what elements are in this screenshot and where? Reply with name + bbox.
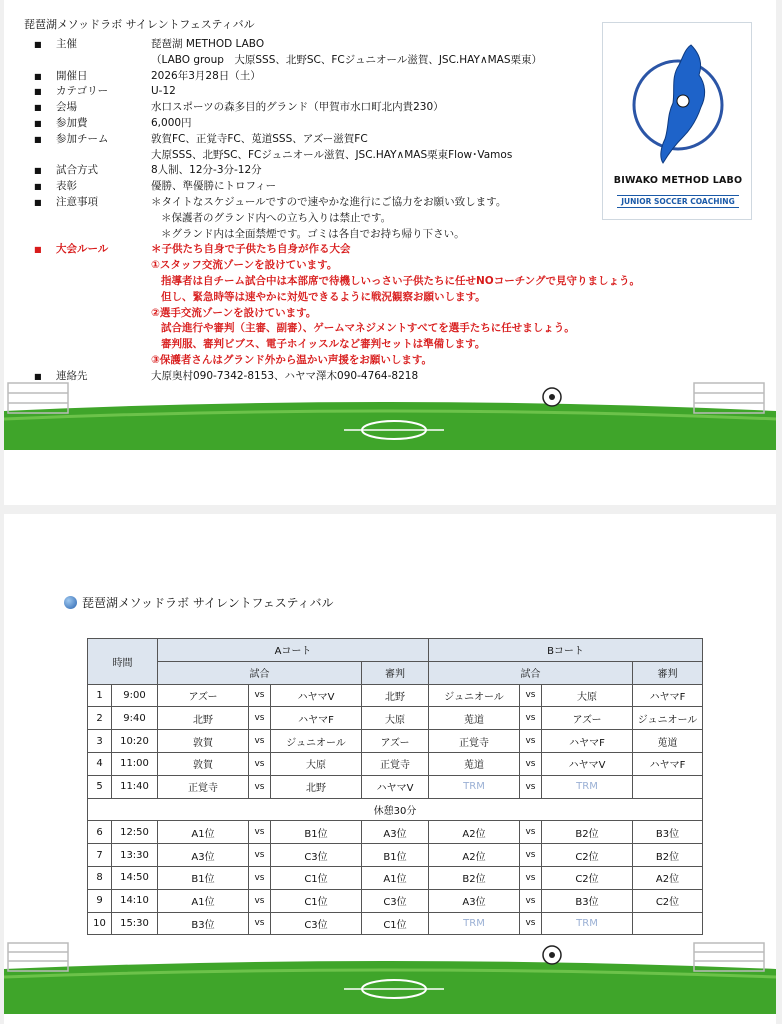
court-b-team-2: B3位 bbox=[542, 889, 633, 912]
bullet-icon: ■ bbox=[34, 87, 42, 97]
court-a-team-2: ジュニオール bbox=[271, 730, 362, 753]
match-time: 10:20 bbox=[112, 730, 158, 753]
match-number: 10 bbox=[88, 912, 112, 935]
court-b-referee: B3位 bbox=[633, 821, 703, 844]
court-a-team-1: A3位 bbox=[158, 844, 249, 867]
court-a-referee: B1位 bbox=[362, 844, 429, 867]
schedule-title-wrap bbox=[64, 594, 334, 611]
info-row bbox=[34, 116, 634, 132]
info-label: 表彰 bbox=[56, 180, 77, 193]
header-b-match: 試合 bbox=[429, 661, 633, 684]
court-a-team-1: B3位 bbox=[158, 912, 249, 935]
court-b-referee: ジュニオール bbox=[633, 707, 703, 730]
info-continuation: 大原SSS、北野SC、FCジュニオール滋賀、JSC.HAY∧MAS栗東Flow･Vamos bbox=[151, 148, 513, 161]
info-value: 水口スポーツの森多目的グランド（甲賀市水口町北内貴230） bbox=[151, 101, 444, 114]
court-a-team-1: 正覚寺 bbox=[158, 775, 249, 798]
schedule-panel bbox=[4, 514, 776, 1024]
bullet-icon: ■ bbox=[34, 182, 42, 192]
info-row bbox=[34, 242, 634, 258]
soccer-field-illustration bbox=[4, 939, 776, 1014]
soccer-field-illustration bbox=[4, 375, 776, 450]
court-b-referee: ハヤマF bbox=[633, 752, 703, 775]
match-time: 12:50 bbox=[112, 821, 158, 844]
table-row bbox=[88, 912, 703, 935]
info-continuation: ②選手交流ゾーンを設けています。 bbox=[151, 306, 317, 319]
court-a-team-1: A1位 bbox=[158, 889, 249, 912]
court-a-team-2: C3位 bbox=[271, 844, 362, 867]
info-row bbox=[34, 37, 634, 53]
match-number: 4 bbox=[88, 752, 112, 775]
court-b-referee: B2位 bbox=[633, 844, 703, 867]
court-a-referee: C1位 bbox=[362, 912, 429, 935]
court-b-vs: vs bbox=[520, 684, 542, 707]
match-time: 9:40 bbox=[112, 707, 158, 730]
header-court-b: Bコート bbox=[429, 639, 703, 662]
info-label: 大会ルール bbox=[56, 243, 109, 256]
info-row bbox=[34, 132, 634, 148]
poster-info-list bbox=[34, 37, 640, 385]
court-b-referee bbox=[633, 912, 703, 935]
court-b-team-1: 正覚寺 bbox=[429, 730, 520, 753]
table-row bbox=[88, 730, 703, 753]
court-b-team-1: 莵道 bbox=[429, 752, 520, 775]
logo-subtitle: JUNIOR SOCCER COACHING bbox=[617, 195, 739, 208]
court-a-team-1: B1位 bbox=[158, 866, 249, 889]
header-a-match: 試合 bbox=[158, 661, 362, 684]
schedule-title: 琵琶湖メソッドラボ サイレントフェスティバル bbox=[82, 596, 334, 610]
header-time: 時間 bbox=[88, 639, 158, 685]
court-b-vs: vs bbox=[520, 821, 542, 844]
info-value: 2026年3月28日（土） bbox=[151, 69, 261, 82]
info-continuation: 審判服、審判ビブス、電子ホイッスルなど審判セットは準備します。 bbox=[161, 338, 486, 351]
court-a-team-2: 大原 bbox=[271, 752, 362, 775]
info-label: 試合方式 bbox=[56, 164, 98, 177]
table-row bbox=[88, 821, 703, 844]
court-b-team-2: 大原 bbox=[542, 684, 633, 707]
court-b-team-2: アズー bbox=[542, 707, 633, 730]
info-value: 8人制、12分-3分-12分 bbox=[151, 164, 262, 177]
biwako-method-labo-logo bbox=[602, 22, 752, 220]
table-row bbox=[88, 866, 703, 889]
header-a-referee: 審判 bbox=[362, 661, 429, 684]
info-continuation: 指導者は自チーム試合中は本部席で待機しいっさい子供たちに任せNOコーチングで見守りましょう。 bbox=[161, 274, 640, 287]
court-b-vs: vs bbox=[520, 866, 542, 889]
court-b-referee: 莵道 bbox=[633, 730, 703, 753]
info-label: 参加チーム bbox=[56, 132, 109, 145]
info-value: 6,000円 bbox=[151, 116, 192, 129]
court-a-vs: vs bbox=[249, 844, 271, 867]
court-a-referee: A3位 bbox=[362, 821, 429, 844]
poster-panel bbox=[4, 0, 776, 505]
table-row bbox=[88, 775, 703, 798]
bullet-icon: ■ bbox=[34, 371, 42, 381]
court-a-referee: A1位 bbox=[362, 866, 429, 889]
court-b-referee: C2位 bbox=[633, 889, 703, 912]
match-number: 5 bbox=[88, 775, 112, 798]
break-label: 休憩30分 bbox=[88, 798, 703, 821]
info-continuation: ①スタッフ交流ゾーンを設けています。 bbox=[151, 259, 338, 272]
info-continuation: ③保護者さんはグランド外から温かい声援をお願いします。 bbox=[151, 353, 433, 366]
court-a-referee: 北野 bbox=[362, 684, 429, 707]
info-label: 開催日 bbox=[56, 69, 88, 82]
court-a-team-1: 敦賀 bbox=[158, 752, 249, 775]
match-time: 11:40 bbox=[112, 775, 158, 798]
bullet-icon: ■ bbox=[34, 197, 42, 207]
match-time: 11:00 bbox=[112, 752, 158, 775]
match-time: 13:30 bbox=[112, 844, 158, 867]
court-a-referee: ハヤマV bbox=[362, 775, 429, 798]
court-a-vs: vs bbox=[249, 752, 271, 775]
match-number: 3 bbox=[88, 730, 112, 753]
bullet-icon: ■ bbox=[34, 245, 42, 255]
info-row bbox=[34, 100, 634, 116]
court-a-team-2: ハヤマV bbox=[271, 684, 362, 707]
court-b-team-1: B2位 bbox=[429, 866, 520, 889]
court-b-referee: A2位 bbox=[633, 866, 703, 889]
court-b-team-2: B2位 bbox=[542, 821, 633, 844]
info-continuation: ＊グランド内は全面禁煙です。ゴミは各自でお持ち帰り下さい。 bbox=[161, 227, 465, 240]
court-b-vs: vs bbox=[520, 775, 542, 798]
bullet-icon: ■ bbox=[34, 118, 42, 128]
court-a-referee: アズー bbox=[362, 730, 429, 753]
court-b-vs: vs bbox=[520, 912, 542, 935]
info-continuation: 試合進行や審判（主審、副審）、ゲームマネジメントすべてを選手たちに任せましょう。 bbox=[161, 322, 575, 335]
court-a-team-2: B1位 bbox=[271, 821, 362, 844]
info-label: 連絡先 bbox=[56, 369, 88, 382]
info-value: 大原奥村090-7342-8153、ハヤマ澤木090-4764-8218 bbox=[151, 369, 419, 382]
court-a-referee: C3位 bbox=[362, 889, 429, 912]
header-b-referee: 審判 bbox=[633, 661, 703, 684]
info-continuation: 但し、緊急時等は速やかに対処できるように戦況観察お願いします。 bbox=[161, 290, 486, 303]
court-b-vs: vs bbox=[520, 752, 542, 775]
bullet-icon: ■ bbox=[34, 40, 42, 49]
court-a-team-2: C1位 bbox=[271, 889, 362, 912]
info-label: 参加費 bbox=[56, 116, 88, 129]
court-a-team-2: C1位 bbox=[271, 866, 362, 889]
court-b-team-2: TRM bbox=[542, 912, 633, 935]
court-b-referee bbox=[633, 775, 703, 798]
court-a-vs: vs bbox=[249, 775, 271, 798]
info-row bbox=[34, 163, 634, 179]
table-row bbox=[88, 684, 703, 707]
court-b-team-1: A2位 bbox=[429, 844, 520, 867]
globe-icon bbox=[64, 596, 77, 609]
table-row bbox=[88, 889, 703, 912]
info-label: 主催 bbox=[56, 38, 77, 50]
info-label: 会場 bbox=[56, 101, 77, 114]
schedule-table bbox=[87, 638, 703, 935]
bullet-icon: ■ bbox=[34, 134, 42, 144]
info-value: ＊子供たち自身で子供たち自身が作る大会 bbox=[151, 243, 351, 256]
court-a-vs: vs bbox=[249, 730, 271, 753]
court-a-referee: 大原 bbox=[362, 707, 429, 730]
table-row bbox=[88, 752, 703, 775]
court-a-vs: vs bbox=[249, 912, 271, 935]
info-continuation: ＊保護者のグランド内への立ち入りは禁止です。 bbox=[161, 211, 392, 224]
court-b-team-2: ハヤマV bbox=[542, 752, 633, 775]
match-number: 9 bbox=[88, 889, 112, 912]
court-b-team-1: 莵道 bbox=[429, 707, 520, 730]
court-b-vs: vs bbox=[520, 707, 542, 730]
court-b-team-2: C2位 bbox=[542, 866, 633, 889]
court-a-team-2: ハヤマF bbox=[271, 707, 362, 730]
logo-name: BIWAKO METHOD LABO bbox=[613, 175, 743, 186]
bullet-icon: ■ bbox=[34, 166, 42, 176]
court-a-team-1: 敦賀 bbox=[158, 730, 249, 753]
match-number: 7 bbox=[88, 844, 112, 867]
match-time: 15:30 bbox=[112, 912, 158, 935]
court-a-vs: vs bbox=[249, 866, 271, 889]
court-a-vs: vs bbox=[249, 684, 271, 707]
court-a-vs: vs bbox=[249, 889, 271, 912]
court-a-team-1: アズー bbox=[158, 684, 249, 707]
info-row bbox=[34, 195, 634, 211]
info-continuation: （LABO group 大原SSS、北野SC、FCジュニオール滋賀、JSC.HAY∧MAS栗東） bbox=[151, 53, 543, 66]
header-court-a: Aコート bbox=[158, 639, 429, 662]
court-a-team-2: 北野 bbox=[271, 775, 362, 798]
info-value: U-12 bbox=[151, 85, 176, 98]
court-b-vs: vs bbox=[520, 889, 542, 912]
court-b-vs: vs bbox=[520, 844, 542, 867]
court-b-team-1: ジュニオール bbox=[429, 684, 520, 707]
info-row bbox=[34, 179, 634, 195]
court-b-team-2: C2位 bbox=[542, 844, 633, 867]
court-a-vs: vs bbox=[249, 821, 271, 844]
match-number: 6 bbox=[88, 821, 112, 844]
court-b-team-2: TRM bbox=[542, 775, 633, 798]
court-b-referee: ハヤマF bbox=[633, 684, 703, 707]
info-label: カテゴリー bbox=[56, 85, 109, 98]
court-a-team-1: A1位 bbox=[158, 821, 249, 844]
court-b-team-1: A3位 bbox=[429, 889, 520, 912]
match-time: 9:00 bbox=[112, 684, 158, 707]
info-row bbox=[34, 84, 634, 100]
court-b-vs: vs bbox=[520, 730, 542, 753]
info-label: 注意事項 bbox=[56, 195, 98, 208]
court-b-team-1: TRM bbox=[429, 775, 520, 798]
match-number: 1 bbox=[88, 684, 112, 707]
match-number: 8 bbox=[88, 866, 112, 889]
court-a-team-1: 北野 bbox=[158, 707, 249, 730]
court-b-team-1: A2位 bbox=[429, 821, 520, 844]
court-b-team-2: ハヤマF bbox=[542, 730, 633, 753]
table-row bbox=[88, 844, 703, 867]
court-b-team-1: TRM bbox=[429, 912, 520, 935]
info-row bbox=[34, 69, 634, 85]
info-value: 優勝、準優勝にトロフィー bbox=[151, 180, 277, 193]
break-row bbox=[88, 798, 703, 821]
bullet-icon: ■ bbox=[34, 103, 42, 113]
court-a-referee: 正覚寺 bbox=[362, 752, 429, 775]
info-value: 敦賀FC、正覚寺FC、莵道SSS、アズー滋賀FC bbox=[151, 132, 368, 145]
table-row bbox=[88, 707, 703, 730]
match-number: 2 bbox=[88, 707, 112, 730]
poster-title: 琵琶湖メソッドラボ サイレントフェスティバル bbox=[24, 18, 255, 31]
bullet-icon: ■ bbox=[34, 71, 42, 81]
info-value: ＊タイトなスケジュールですので速やかな進行にご協力をお願い致します。 bbox=[151, 195, 507, 208]
court-a-team-2: C3位 bbox=[271, 912, 362, 935]
court-a-vs: vs bbox=[249, 707, 271, 730]
info-value: 琵琶湖 METHOD LABO bbox=[151, 38, 265, 50]
match-time: 14:50 bbox=[112, 866, 158, 889]
match-time: 14:10 bbox=[112, 889, 158, 912]
